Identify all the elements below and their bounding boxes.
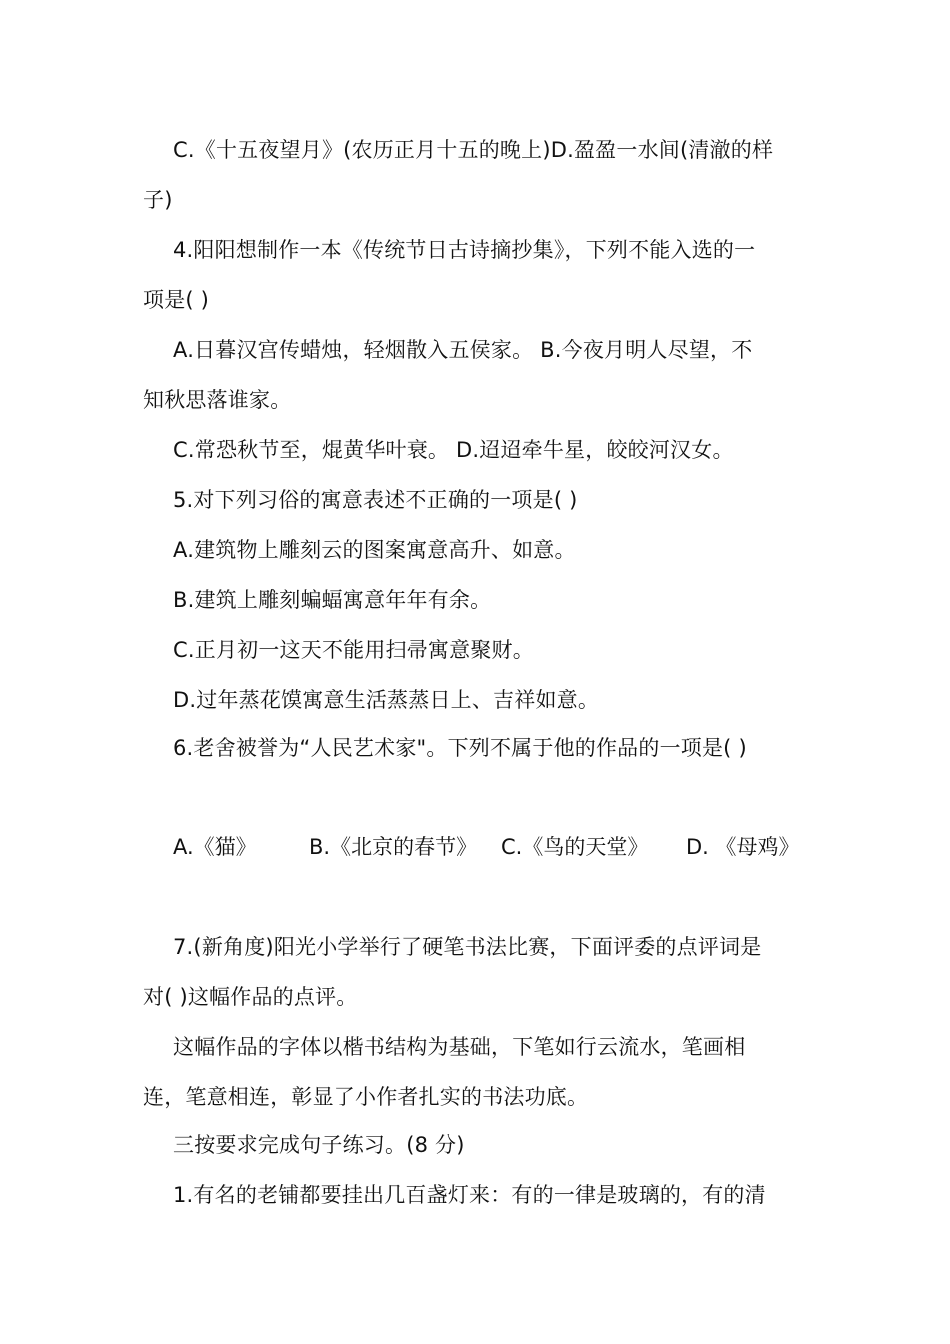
q3-option-d-continued: 子) xyxy=(143,188,173,212)
q7-quoted-comment-continued: 连，笔意相连，彰显了小作者扎实的书法功底。 xyxy=(143,1085,589,1109)
question-6-stem: 6.老舍被誉为“人民艺术家"。下列不属于他的作品的一项是( ) xyxy=(173,736,747,760)
q6-option-a: A.《猫》 xyxy=(173,835,257,859)
question-7-stem: 7.(新角度)阳光小学举行了硬笔书法比赛，下面评委的点评词是 xyxy=(173,935,762,959)
section-3-heading: 三按要求完成句子练习。(8 分) xyxy=(173,1133,465,1157)
section-3-question-1: 1.有名的老铺都要挂出几百盏灯来：有的一律是玻璃的，有的清 xyxy=(173,1183,766,1207)
q4-option-a-b: A.日暮汉宫传蜡烛，轻烟散入五侯家。 B.今夜月明人尽望，不 xyxy=(173,338,753,362)
question-7-stem-continued: 对( )这幅作品的点评。 xyxy=(143,985,358,1009)
q3-option-c-d-line: C.《十五夜望月》(农历正月十五的晚上)D.盈盈一水间(清澈的样 xyxy=(173,138,774,162)
q6-option-c: C.《鸟的天堂》 xyxy=(501,835,649,859)
q6-option-d: D. 《母鸡》 xyxy=(686,835,800,859)
q6-option-b: B.《北京的春节》 xyxy=(309,835,478,859)
q5-option-c: C.正月初一这天不能用扫帚寓意聚财。 xyxy=(173,638,534,662)
question-4-stem: 4.阳阳想制作一本《传统节日古诗摘抄集》，下列不能入选的一 xyxy=(173,238,756,262)
q5-option-b: B.建筑上雕刻蝙蝠寓意年年有余。 xyxy=(173,588,492,612)
q5-option-a: A.建筑物上雕刻云的图案寓意高升、如意。 xyxy=(173,538,576,562)
q5-option-d: D.过年蒸花馍寓意生活蒸蒸日上、吉祥如意。 xyxy=(173,688,600,712)
question-5-stem: 5.对下列习俗的寓意表述不正确的一项是( ) xyxy=(173,488,578,512)
question-4-stem-continued: 项是( ) xyxy=(143,288,210,312)
q4-option-b-continued: 知秋思落谁家。 xyxy=(143,388,292,412)
q7-quoted-comment: 这幅作品的字体以楷书结构为基础，下笔如行云流水，笔画相 xyxy=(173,1035,746,1059)
q4-option-c-d: C.常恐秋节至，焜黄华叶衰。 D.迢迢牵牛星，皎皎河汉女。 xyxy=(173,438,734,462)
